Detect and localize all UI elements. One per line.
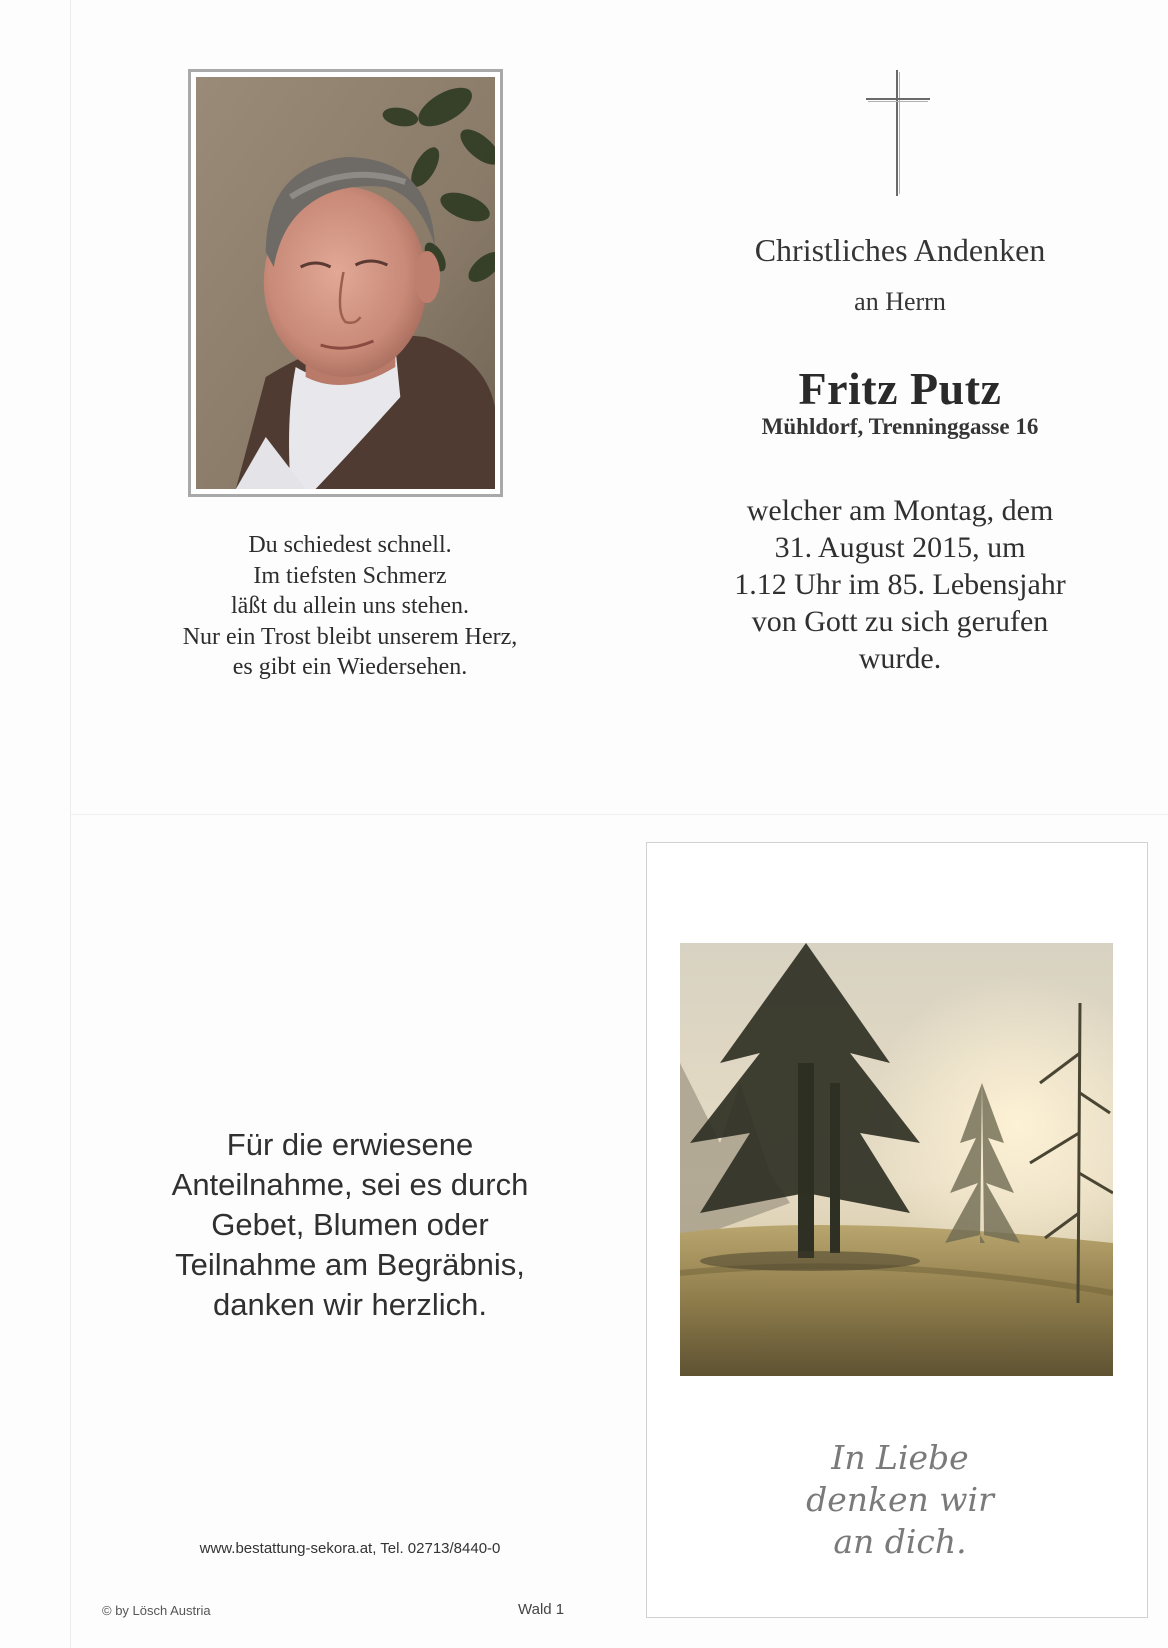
- salutation: an Herrn: [854, 287, 946, 316]
- latin-cross-icon: [866, 70, 930, 196]
- death-notice: [690, 492, 1110, 677]
- thanks-line: Anteilnahme, sei es durch: [171, 1167, 529, 1202]
- poem-line: Im tiefsten Schmerz: [253, 562, 447, 589]
- forest-picture: [680, 943, 1113, 1376]
- poem-line: es gibt ein Wiedersehen.: [232, 654, 468, 680]
- poem-line: Du schiedest schnell.: [248, 532, 452, 558]
- portrait-image: [196, 77, 495, 489]
- card-heading: Christliches Andenken: [754, 232, 1046, 268]
- poem-line: Nur ein Trost bleibt unserem Herz,: [182, 623, 518, 650]
- thanks-line: danken wir herzlich.: [213, 1287, 487, 1322]
- forest-image: [680, 943, 1113, 1376]
- notice-line: wurde.: [858, 642, 942, 675]
- deceased-name: Fritz Putz: [798, 363, 1002, 414]
- copyright-notice: © by Lösch Austria: [102, 1603, 211, 1618]
- portrait-photo: [188, 69, 503, 497]
- memorial-text: [740, 1437, 1060, 1563]
- design-code: Wald 1: [518, 1601, 565, 1618]
- fold-line: [70, 814, 1168, 815]
- notice-line: von Gott zu sich gerufen: [751, 605, 1049, 638]
- thanks-line: Gebet, Blumen oder: [211, 1207, 489, 1242]
- funeral-home-contact: www.bestattung-sekora.at, Tel. 02713/8440-0: [199, 1540, 501, 1557]
- thanks-line: Für die erwiesene: [226, 1127, 474, 1162]
- poem: [140, 530, 560, 683]
- poem-line: läßt du allein uns stehen.: [231, 593, 469, 619]
- thanks-line: Teilnahme am Begräbnis,: [175, 1247, 525, 1282]
- notice-line: welcher am Montag, dem: [746, 494, 1054, 527]
- scan-edge: [70, 0, 71, 1648]
- memorial-line: denken wir: [806, 1480, 994, 1519]
- notice-line: 1.12 Uhr im 85. Lebensjahr: [734, 568, 1066, 601]
- memorial-line: an dich.: [833, 1522, 967, 1561]
- memorial-line: In Liebe: [831, 1438, 969, 1477]
- thanks-text: [130, 1125, 570, 1325]
- deceased-address: Mühldorf, Trenninggasse 16: [761, 414, 1039, 439]
- notice-line: 31. August 2015, um: [774, 531, 1026, 564]
